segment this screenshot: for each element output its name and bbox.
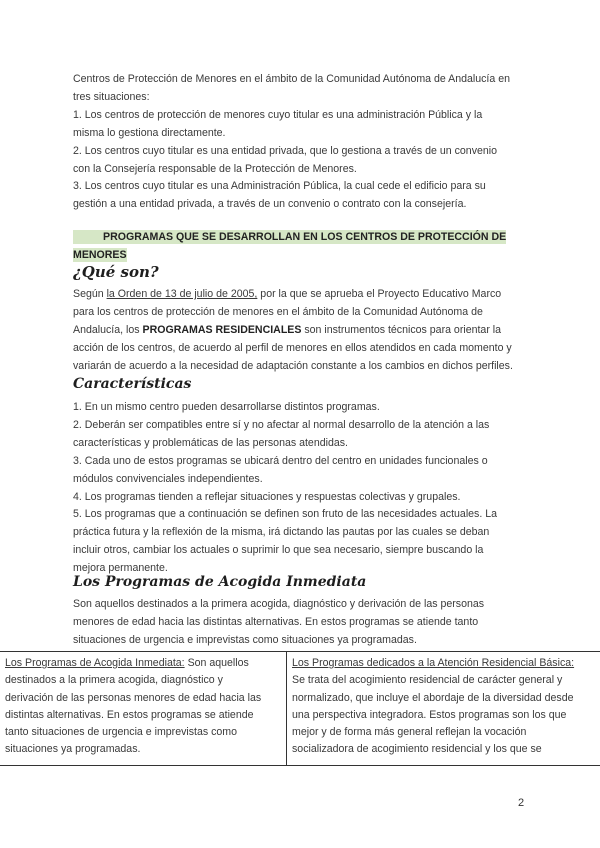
list-item: módulos convivenciales independientes. bbox=[73, 472, 263, 485]
text-line: normalizado, que incluye el abordaje de la diversidad desde bbox=[292, 691, 574, 704]
list-item: incluir otros, cambiar los actuales o suprimir lo que sea necesario, siempre buscando la bbox=[73, 544, 484, 557]
text-line: con la Consejería responsable de la Protección de Menores. bbox=[73, 162, 357, 175]
table-cell-residencial bbox=[287, 652, 600, 766]
section-heading bbox=[73, 228, 513, 264]
text-fragment: Son aquellos bbox=[184, 657, 249, 669]
text-line: 3. Los centros cuyo titular es una Administración Pública, la cual cede el edificio para su bbox=[73, 180, 486, 193]
acogida-paragraph bbox=[73, 596, 533, 650]
intro-paragraph bbox=[73, 71, 533, 214]
text-line: 1. Los centros de protección de menores cuyo titular es una administración Pública y la bbox=[73, 108, 483, 121]
section-heading-line2: MENORES bbox=[73, 249, 127, 261]
page-number: 2 bbox=[518, 797, 525, 809]
section-heading-line1: PROGRAMAS QUE SE DESARROLLAN EN LOS CENTROS DE PROTECCIÓN DE bbox=[73, 230, 506, 244]
list-item: práctica futura y la reflexión de la misma, irá dictando las pautas por las cuales se deban bbox=[73, 526, 490, 539]
text-line: situaciones ya programadas. bbox=[5, 743, 141, 756]
text-line bbox=[292, 655, 595, 672]
text-line: Son aquellos destinados a la primera acogida, diagnóstico y derivación de las personas bbox=[73, 598, 485, 610]
acogida-heading: Los Programas de Acogida Inmediata bbox=[73, 574, 367, 590]
text-line: gestión a una entidad privada, a través de un convenio o contrato con la consejería. bbox=[73, 198, 467, 211]
list-item: mejora permanente. bbox=[73, 562, 168, 575]
bold-term: PROGRAMAS RESIDENCIALES bbox=[142, 323, 302, 336]
list-item: características y problemáticas de las personas atendidas. bbox=[73, 436, 348, 449]
list-item: 2. Deberán ser compatibles entre sí y no afectar al normal desarrollo de la atención a las bbox=[73, 418, 490, 431]
text-fragment: Según bbox=[73, 288, 107, 300]
text-line bbox=[73, 322, 533, 340]
table-cell-acogida bbox=[0, 652, 287, 766]
text-line: mejor y de forma más general reflejan la vocación bbox=[292, 726, 527, 739]
text-line: variarán de acuerdo a la necesidad de adaptación constante a los cambios en dichos perfiles. bbox=[73, 359, 513, 372]
list-item: 5. Los programas que a continuación se definen son fruto de las necesidades actuales. La bbox=[73, 508, 498, 521]
text-line: socializadora de acogimiento residencial y los que se bbox=[292, 743, 542, 756]
text-line: misma lo gestiona directamente. bbox=[73, 126, 226, 139]
text-line: 2. Los centros cuyo titular es una entidad privada, que lo gestiona a través de un convenio bbox=[73, 144, 498, 157]
text-line bbox=[73, 286, 533, 304]
text-line bbox=[5, 655, 281, 672]
cell-link[interactable]: Los Programas dedicados a la Atención Residencial Básica: bbox=[292, 657, 575, 669]
list-item: 1. En un mismo centro pueden desarrollarse distintos programas. bbox=[73, 401, 380, 413]
text-fragment: son instrumentos técnicos para orientar la bbox=[301, 323, 502, 336]
text-line: una perspectiva integradora. Estos programas son los que bbox=[292, 708, 567, 721]
text-line: tanto situaciones de urgencia e imprevistas como bbox=[5, 726, 238, 739]
list-item: 4. Los programas tienden a reflejar situaciones y respuestas colectivas y grupales. bbox=[73, 490, 461, 503]
cell-link[interactable]: Los Programas de Acogida Inmediata: bbox=[5, 657, 185, 669]
orden-link[interactable]: la Orden de 13 de julio de 2005, bbox=[106, 288, 258, 300]
programs-table bbox=[0, 651, 600, 766]
caracteristicas-list bbox=[73, 399, 533, 578]
text-line: distintas alternativas. En estos programas se atiende bbox=[5, 708, 254, 721]
text-line: Se trata del acogimiento residencial de carácter general y bbox=[292, 674, 563, 687]
text-fragment: por la que se aprueba el Proyecto Educativo Marco bbox=[257, 288, 502, 300]
caracteristicas-heading: Características bbox=[73, 376, 192, 392]
text-line: tres situaciones: bbox=[73, 90, 150, 103]
text-fragment: Andalucía, los bbox=[73, 323, 143, 336]
text-line: Centros de Protección de Menores en el ámbito de la Comunidad Autónoma de Andalucía en bbox=[73, 73, 510, 85]
text-line: derivación de las personas menores de edad hacia las bbox=[5, 691, 262, 704]
text-line: para los centros de protección de menores en el ámbito de la Comunidad Autónoma de bbox=[73, 305, 483, 318]
que-son-heading: ¿Qué son? bbox=[73, 263, 159, 281]
text-line: acción de los centros, de acuerdo al perfil de menores en ellos atendidos en cada momento y bbox=[73, 341, 512, 354]
text-line: destinados a la primera acogida, diagnóstico y bbox=[5, 674, 223, 687]
list-item: 3. Cada uno de estos programas se ubicará dentro del centro en unidades funcionales o bbox=[73, 454, 488, 467]
que-son-paragraph bbox=[73, 286, 533, 376]
text-line: situaciones de urgencia e imprevistas como situaciones ya programadas. bbox=[73, 633, 417, 646]
text-line: menores de edad hacia las distintas alternativas. En estos programas se atiende tanto bbox=[73, 615, 479, 628]
